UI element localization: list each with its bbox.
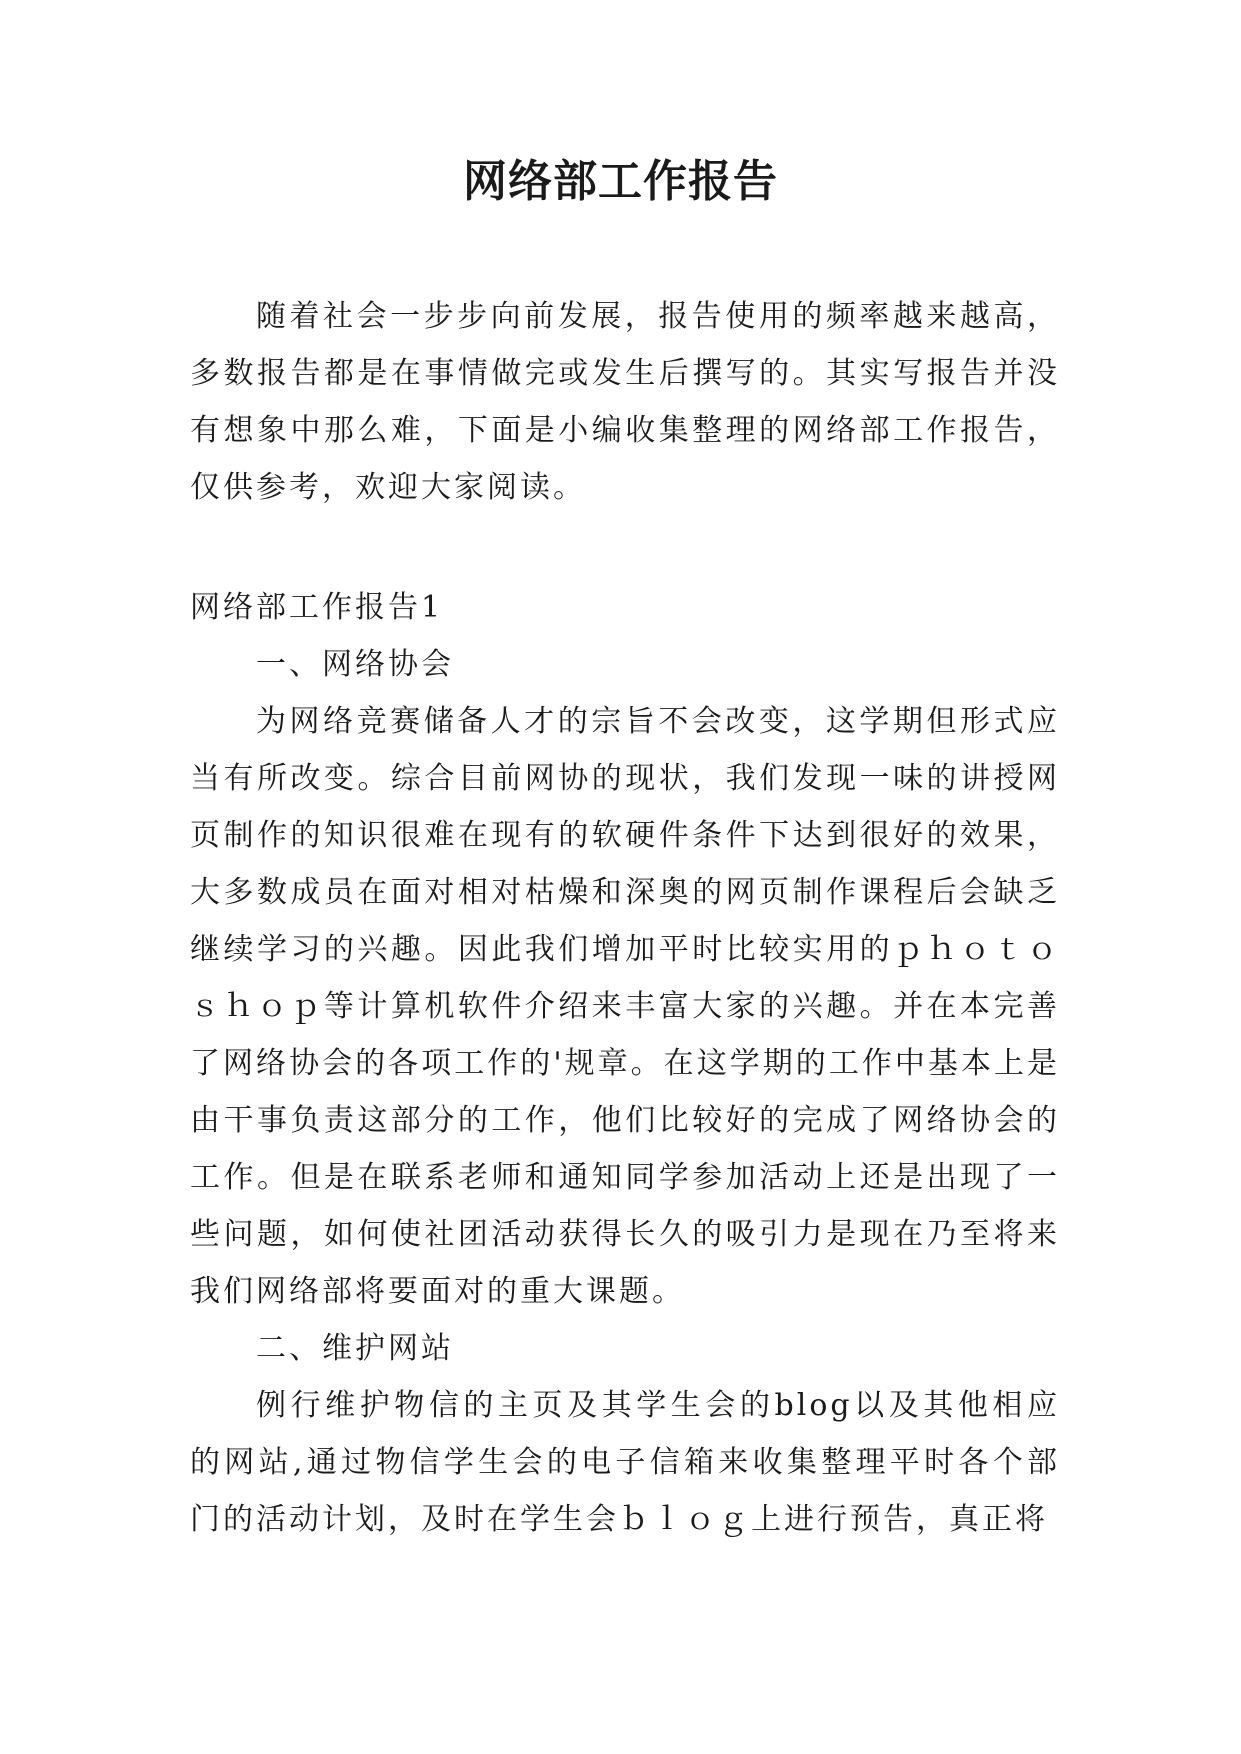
part2-heading: 二、维护网站 — [256, 1331, 454, 1366]
section-heading: 网络部工作报告1 — [190, 590, 444, 625]
paragraph-spacer — [190, 516, 1060, 573]
part1-paragraph: 为网络竞赛储备人才的宗旨不会改变，这学期但形式应当有所改变。综合目前网协的现状，我们发现一味的讲授网页制作的知识很难在现有的软硬件条件下达到很好的效果，大多数成员在面对相对枯燥和深奥的网页制作课程后会缺乏继续学习的兴趣。因此我们增加平时比较实用的ｐｈｏｔｏｓｈｏｐ等计算机软件介绍来丰富大家的兴趣。并在本完善了网络协会的各项工作的'规章。在这学期的工作中基本上是由干事负责这部分的工作，他们比较好的完成了网络协会的工作。但是在联系老师和通知同学参加活动上还是出现了一些问题，如何使社团活动获得长久的吸引力是现在乃至将来我们网络部将要面对的重大课题。 — [190, 704, 1060, 1309]
part2-paragraph: 例行维护物信的主页及其学生会的blog以及其他相应的网站,通过物信学生会的电子信箱来收集整理平时各个部门的活动计划，及时在学生会ｂｌｏｇ上进行预告，真正将 — [190, 1388, 1060, 1537]
part1-heading: 一、网络协会 — [256, 647, 454, 682]
document-body — [190, 288, 1060, 1548]
intro-paragraph: 随着社会一步步向前发展，报告使用的频率越来越高，多数报告都是在事情做完或发生后撰写的。其实写报告并没有想象中那么难，下面是小编收集整理的网络部工作报告，仅供参考，欢迎大家阅读。 — [190, 299, 1060, 505]
document-title: 网络部工作报告 — [463, 156, 778, 207]
